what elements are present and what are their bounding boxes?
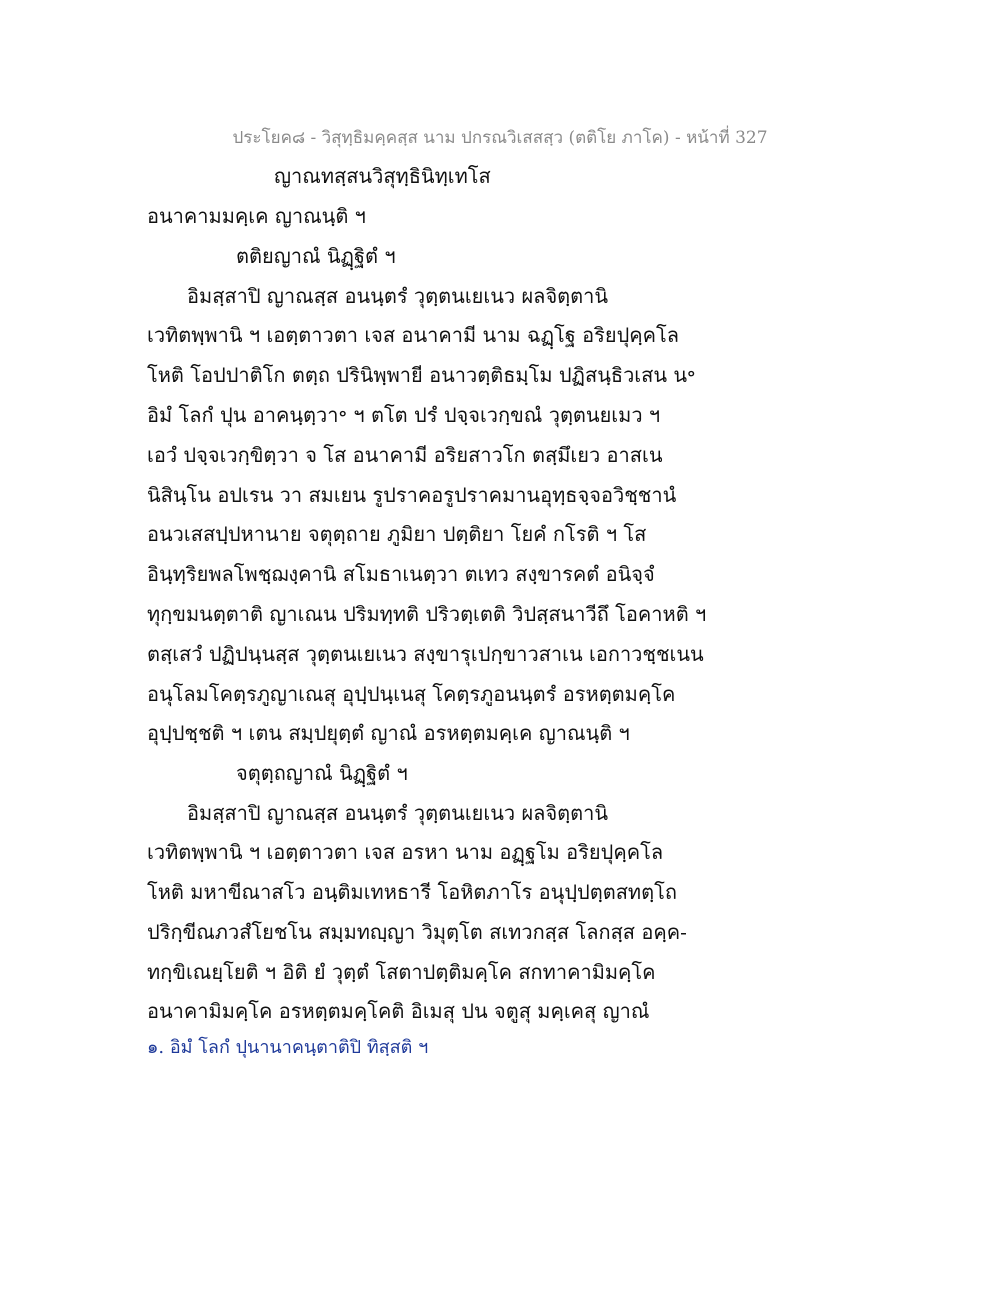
text-line: ตสฺเสวํ ปฏิปนฺนสฺส วุตฺตนเยเนว สงฺขารุเปกฺขาวสาเน เอกาวชฺชเนน [147,642,704,666]
section-title: ญาณทสฺสนวิสุทฺธินิทฺเทโส [274,164,491,188]
section-end-heading: ตติยญาณํ นิฏฺฐิตํ ฯ [236,244,396,268]
paragraph-first-line: อิมสฺสาปิ ญาณสฺส อนนฺตรํ วุตฺตนเยเนว ผลจิตฺตานิ [187,801,609,825]
text-line: โหติ โอปปาติโก ตตฺถ ปรินิพฺพายี อนาวตฺติธมฺโม ปฏิสนฺธิวเสน น॰ [147,363,696,387]
text-line: อุปฺปชฺชติ ฯ เตน สมฺปยุตฺตํ ญาณํ อรหตฺตมคฺเค ญาณนฺติ ฯ [147,721,630,745]
text-line: อินฺทฺริยพลโพชฺฌงฺคานิ สโมธาเนตฺวา ตเทว สงฺขารคตํ อนิจฺจํ [147,562,655,586]
text-line: อนุโลมโคตฺรภูญาเณสุ อุปฺปนฺเนสุ โคตฺรภูอนนฺตรํ อรหตฺตมคฺโค [147,682,676,706]
paragraph-first-line: อิมสฺสาปิ ญาณสฺส อนนฺตรํ วุตฺตนเยเนว ผลจิตฺตานิ [187,284,609,308]
text-line: ทุกฺขมนตฺตาติ ญาเณน ปริมทฺทติ ปริวตฺเตติ วิปสฺสนาวีถึ โอคาหติ ฯ [147,602,707,626]
text-line: อิมํ โลกํ ปุน อาคนฺตฺวา॰ ฯ ตโต ปรํ ปจฺจเวกฺขณํ วุตฺตนยเมว ฯ [147,403,661,427]
text-line: อนาคามิมคฺโค อรหตฺตมคฺโคติ อิเมสุ ปน จตูสุ มคฺเคสุ ญาณํ [147,999,650,1023]
page-header [0,124,1000,151]
text-line: ปริกฺขีณภวสํโยชโน สมฺมทญฺญา วิมุตฺโต สเทวกสฺส โลกสฺส อคฺค- [147,920,687,944]
text-line: อนวเสสปฺปหานาย จตุตฺถาย ภูมิยา ปตฺติยา โยคํ กโรติ ฯ โส [147,522,647,546]
footnote: ๑. อิมํ โลกํ ปุนานาคนฺตาติปิ ทิสฺสติ ฯ [147,1037,429,1058]
text-line: อนาคามมคฺเค ญาณนฺติ ฯ [147,204,366,228]
text-line: เวทิตพฺพานิ ฯ เอตฺตาวตา เจส อรหา นาม อฏฺฐโม อริยปุคฺคโล [147,840,664,864]
section-end-heading: จตุตฺถญาณํ นิฏฺฐิตํ ฯ [236,761,408,785]
page-header-text: ประโยค๘ - วิสุทฺธิมคฺคสฺส นาม ปกรณวิเสสสฺว (ตติโย ภาโค) - หน้าที่ 327 [232,128,768,148]
text-line: นิสินฺโน อปเรน วา สมเยน รูปราคอรูปราคมานอุทฺธจฺจอวิชฺชานํ [147,483,677,507]
text-line: เวทิตพฺพานิ ฯ เอตฺตาวตา เจส อนาคามี นาม ฉฏฺโฐ อริยปุคฺคโล [147,323,680,347]
text-line: ทกฺขิเณยฺโยติ ฯ อิติ ยํ วุตฺตํ โสตาปตฺติมคฺโค สกทาคามิมคฺโค [147,960,656,984]
text-line: เอวํ ปจฺจเวกฺขิตฺวา จ โส อนาคามี อริยสาวโก ตสฺมึเยว อาสเน [147,443,663,467]
text-line: โหติ มหาขีณาสโว อนฺติมเทหธารี โอหิตภาโร อนุปฺปตฺตสทตฺโถ [147,880,677,904]
